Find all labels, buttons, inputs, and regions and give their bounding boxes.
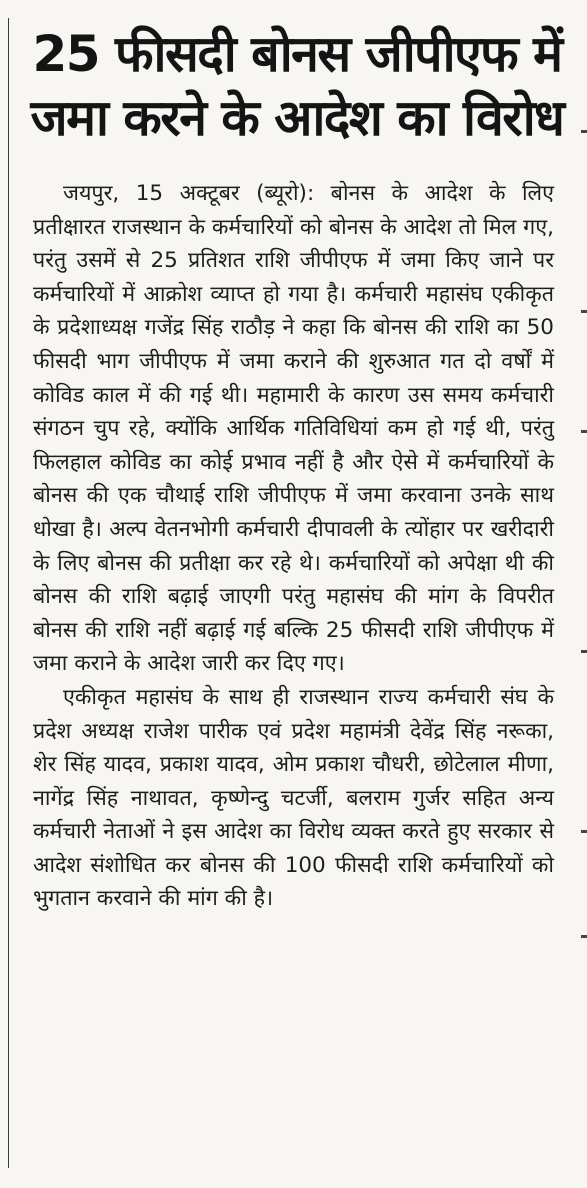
column-divider-left <box>8 18 9 1168</box>
article-body <box>33 177 554 916</box>
headline-line-2: जमा करने के आदेश का विरोध <box>30 89 564 147</box>
adjacent-column-edge <box>577 130 587 950</box>
headline-line-1: 25 फीसदी बोनस जीपीएफ में <box>32 25 562 83</box>
article-paragraph-2: एकीकृत महासंघ के साथ ही राजस्थान राज्य कर्मचारी संघ के प्रदेश अध्यक्ष राजेश पारीक एवं प्रदेश महामंत्री देवेंद्र सिंह नरूका, शेर सिंह यादव, प्रकाश यादव, ओम प्रकाश चौधरी, छोटेलाल मीणा, नागेंद्र सिंह नाथावत, कृष्णेन्दु चटर्जी, बलराम गुर्जर सहित अन्य कर्मचारी नेताओं ने इस आदेश का विरोध व्यक्त करते हुए सरकार से आदेश संशोधित कर बोनस की 100 फीसदी राशि कर्मचारियों को भुगतान करवाने की मांग की है। <box>33 684 554 912</box>
article-paragraph-1: जयपुर, 15 अक्टूबर (ब्यूरो): बोनस के आदेश के लिए प्रतीक्षारत राजस्थान के कर्मचारियों को बोनस के आदेश तो मिल गए, परंतु उसमें से 25 प्रतिशत राशि जीपीएफ में जमा किए जाने पर कर्मचारियों में आक्रोश व्याप्त हो गया है। कर्मचारी महासंघ एकीकृत के प्रदेशाध्यक्ष गजेंद्र सिंह राठौड़ ने कहा कि बोनस की राशि का 50 फीसदी भाग जीपीएफ में जमा कराने की शुरुआत गत दो वर्षों में कोविड काल में की गई थी। महामारी के कारण उस समय कर्मचारी संगठन चुप रहे, क्योंकि आर्थिक गतिविधियां कम हो गई थी, परंतु फिलहाल कोविड का कोई प्रभाव नहीं है और ऐसे में कर्मचारियों के बोनस की एक चौथाई राशि जीपीएफ में जमा करवाना उनके साथ धोखा है। अल्प वेतनभोगी कर्मचारी दीपावली के त्योंहार पर खरीदारी के लिए बोनस की प्रतीक्षा कर रहे थे। कर्मचारियों को अपेक्षा थी की बोनस की राशि बढ़ाई जाएगी परंतु महासंघ की मांग के विपरीत बोनस की राशि नहीं बढ़ाई गई बल्कि 25 फीसदी राशि जीपीएफ में जमा कराने के आदेश जारी कर दिए गए। <box>33 181 554 677</box>
headline <box>22 22 572 150</box>
